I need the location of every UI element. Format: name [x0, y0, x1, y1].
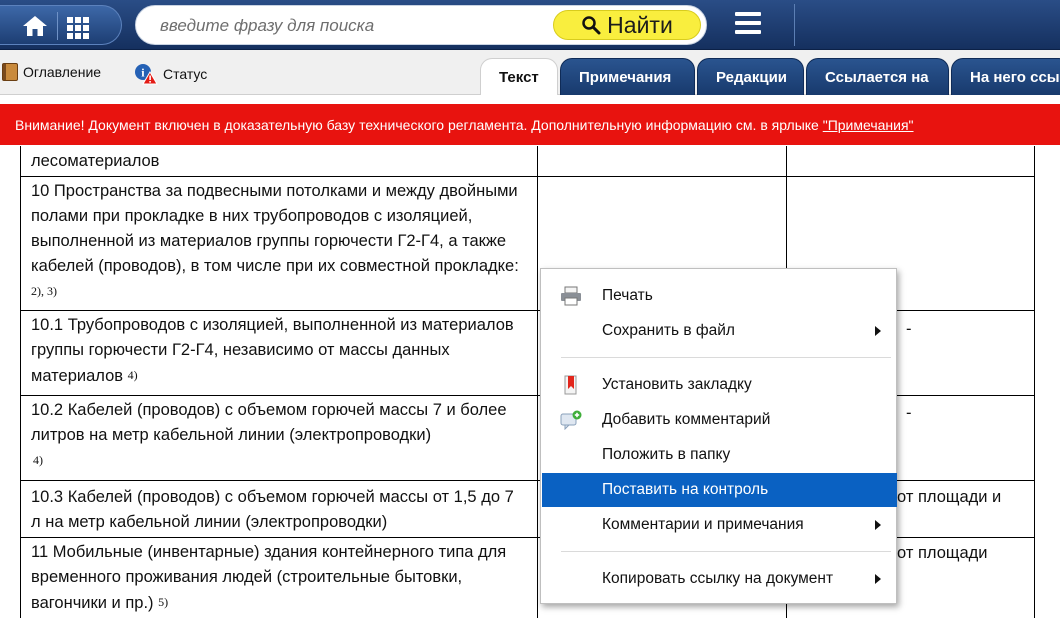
warning-banner — [0, 104, 1060, 145]
menu-item-save-to-file[interactable]: Сохранить в файл — [542, 314, 897, 348]
table-cell: 10.1 Трубопроводов с изоляцией, выполненной из материалов группы горючести Г2-Г4, независимо от массы данных материалов 4) — [31, 316, 514, 385]
menu-item-bookmark[interactable]: Установить закладку — [542, 368, 897, 402]
search-box — [135, 5, 707, 45]
chevron-right-icon — [875, 574, 881, 584]
search-icon — [581, 15, 601, 35]
menu-item-comments-notes[interactable]: Комментарии и примечания — [542, 508, 897, 542]
document-tabs — [480, 58, 1060, 95]
table-cell: - — [906, 404, 912, 422]
top-bar — [0, 0, 1060, 50]
find-button-label: Найти — [607, 11, 673, 38]
nav-divider — [57, 12, 58, 40]
grid-menu-icon[interactable] — [66, 16, 90, 40]
document-body — [0, 146, 1060, 618]
tab-notes[interactable]: Примечания — [560, 58, 695, 95]
chevron-right-icon — [875, 520, 881, 530]
contents-label: Оглавление — [23, 64, 102, 80]
warning-text: Внимание! Документ включен в доказательную базу технического регламента. Дополнительную информацию см. в ярлыке — [15, 117, 823, 133]
menu-divider — [561, 357, 891, 358]
context-menu — [540, 268, 897, 604]
table-row — [20, 146, 1035, 177]
status-info-icon — [134, 63, 158, 85]
table-cell: 10.3 Кабелей (проводов) с объемом горючей массы от 1,5 до 7 л на метр кабельной линии (электропроводки) — [31, 488, 514, 531]
table-cell: от площади — [897, 544, 988, 562]
search-input[interactable] — [160, 15, 550, 37]
nav-buttons — [0, 5, 122, 45]
tab-revisions[interactable]: Редакции — [697, 58, 804, 95]
home-icon[interactable] — [22, 14, 48, 38]
hamburger-menu-icon[interactable] — [735, 12, 761, 36]
status-button[interactable] — [134, 63, 207, 85]
table-cell: - — [906, 320, 912, 338]
table-cell: 10 Пространства за подвесными потолками и между двойными полами при прокладке в них трубопроводов с изоляцией, выполненной из материалов группы горючести Г2-Г4, а также кабелей (проводов), в том числе при их совместной прокладке: 2), 3) — [31, 182, 519, 298]
tab-referenced-by[interactable]: На него ссы — [951, 58, 1060, 95]
menu-item-add-to-folder[interactable]: Положить в папку — [602, 446, 731, 463]
menu-item-set-control[interactable]: Поставить на контроль — [542, 473, 897, 507]
tab-references[interactable]: Ссылается на — [806, 58, 949, 95]
menu-item-print[interactable]: Печать — [542, 279, 897, 313]
book-icon — [2, 63, 18, 81]
add-comment-icon — [560, 410, 582, 430]
table-cell: 10.2 Кабелей (проводов) с объемом горючей массы 7 и более литров на метр кабельной линии (электропроводки) 4) — [31, 401, 507, 467]
printer-icon — [560, 286, 582, 306]
bookmark-icon — [560, 375, 582, 395]
table-cell: лесоматериалов — [31, 152, 160, 170]
menu-item-add-comment[interactable]: Добавить комментарий — [542, 403, 897, 437]
table-cell: 11 Мобильные (инвентарные) здания контейнерного типа для временного проживания людей (строительные бытовки, вагончики и пр.) 5) — [31, 543, 507, 612]
notes-link[interactable]: "Примечания" — [822, 117, 914, 133]
find-button[interactable] — [553, 10, 701, 40]
top-divider — [794, 4, 795, 46]
contents-button[interactable] — [2, 63, 101, 81]
svg-text:i: i — [141, 65, 145, 80]
tab-text[interactable]: Текст — [480, 58, 558, 95]
menu-item-copy-link[interactable]: Копировать ссылку на документ — [542, 562, 897, 596]
chevron-right-icon — [875, 326, 881, 336]
menu-divider — [561, 551, 891, 552]
status-label: Статус — [163, 66, 208, 82]
table-cell: от площади и — [897, 488, 1002, 506]
